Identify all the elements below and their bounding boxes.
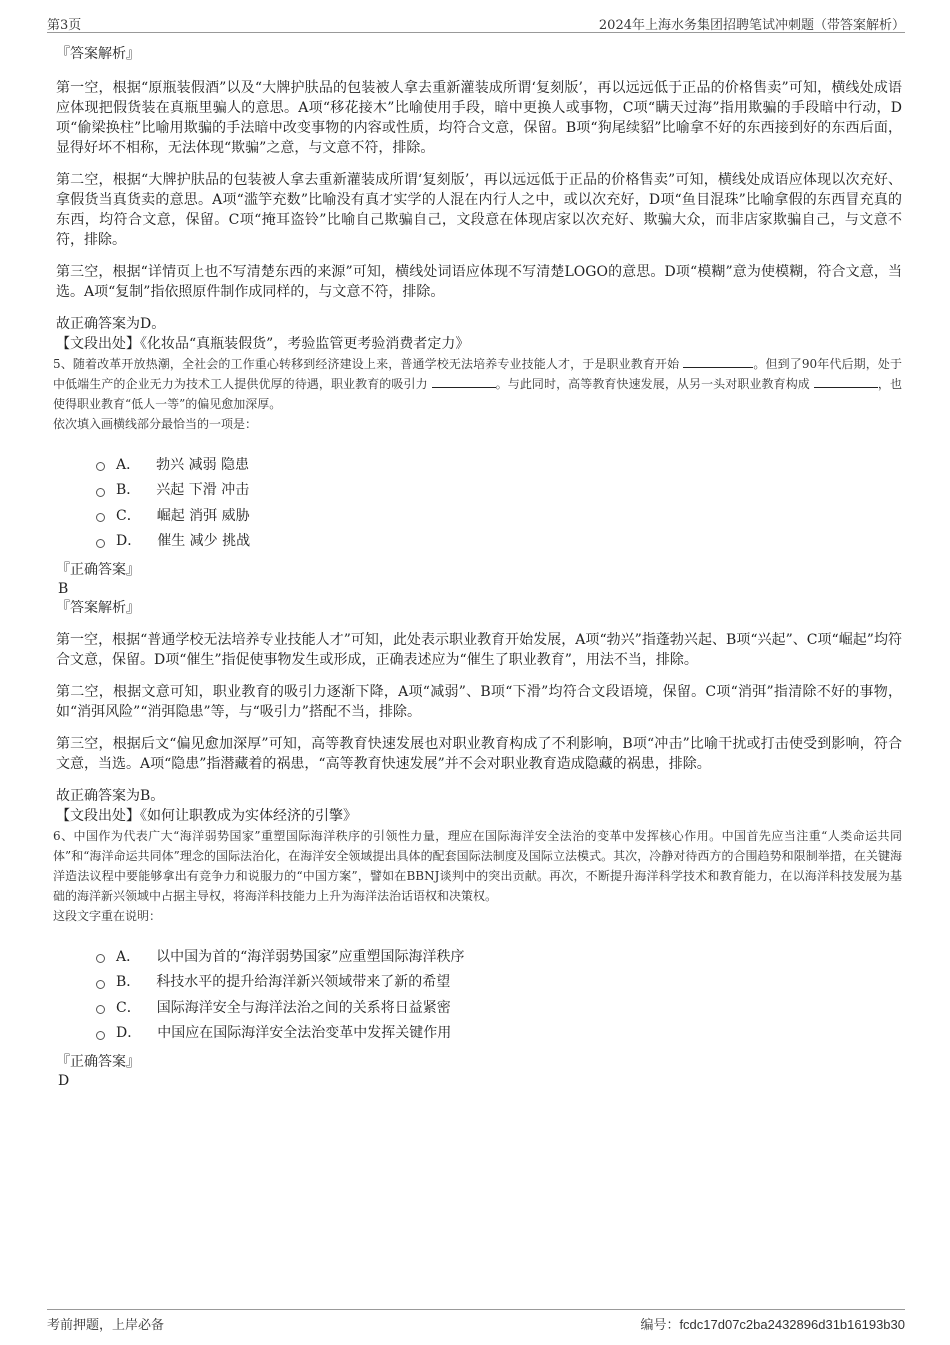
q6-text: 6、中国作为代表广大“海洋弱势国家”重塑国际海洋秩序的引领性力量，理应在国际海洋安全法治的变革中发挥核心作用。中国首先应当注重“人类命运共同体”和“海洋命运共同体”理念的国际法治化，在海洋安全领域提出具体的配套国际法制度及国际立法模式。其次，冷静对待西方的合围趋势和限制举措，在关键海洋造法议程中要能够拿出有竞争力和说服力的“中国方案”，譬如在BBNJ谈判中的突出贡献。再次，不断提升海洋科学技术和教育能力，在以海洋科技发展为基础的海洋新兴领域中占据主导权，将海洋科技能力上升为海洋法治话语权和决策权。	[53, 829, 902, 903]
blank-2	[432, 375, 496, 388]
q5-analysis-label: 『答案解析』	[56, 600, 140, 616]
q5-conclusion: 故正确答案为B。	[56, 788, 165, 804]
q5-option-d[interactable]: D． 催生 减少 挑战	[96, 529, 902, 555]
radio-icon[interactable]	[96, 1031, 105, 1040]
q6-prompt: 这段文字重在说明：	[53, 909, 162, 923]
q6-option-c[interactable]: C． 国际海洋安全与海洋法治之间的关系将日益紧密	[96, 995, 902, 1021]
blank-1	[683, 355, 753, 368]
radio-icon[interactable]	[96, 462, 105, 471]
q5-option-c[interactable]: C． 崛起 消弭 威胁	[96, 503, 902, 529]
q4-analysis-p2: 第二空，根据“大牌护肤品的包装被人拿去重新灌装成所谓‘复刻版’，再以远远低于正品的价格售卖”可知，横线处成语应体现以次充好、拿假货当真货卖的意思。A项“滥竽充数”比喻没有真才实学的人混在内行人之中，或以次充好，D项“鱼目混珠”比喻拿假的东西冒充真的东西，均符合文意，保留。C项“掩耳盗铃”比喻自己欺骗自己，文段意在体现店家以次充好、欺骗大众，而非店家欺骗自己，与文意不符，排除。	[56, 172, 902, 248]
q5-correct-label: 『正确答案』	[56, 562, 140, 578]
q5-option-a[interactable]: A． 勃兴 减弱 隐患	[96, 452, 902, 478]
q5-analysis-p2: 第二空，根据文意可知，职业教育的吸引力逐渐下降，A项“减弱”、B项“下滑”均符合文段语境，保留。C项“消弭”指清除不好的事物，如“消弭风险”“消弭隐患”等，与“吸引力”搭配不当，排除。	[56, 684, 902, 720]
radio-icon[interactable]	[96, 539, 105, 548]
q5-analysis-p1: 第一空，根据“普通学校无法培养专业技能人才”可知，此处表示职业教育开始发展，A项“勃兴”指蓬勃兴起、B项“兴起”、C项“崛起”均符合文意，保留。D项“催生”指促使事物发生或形成，正确表述应为“催生了职业教育”，用法不当，排除。	[56, 632, 902, 668]
q4-analysis-label: 『答案解析』	[56, 46, 140, 62]
q5-analysis-p3: 第三空，根据后文“偏见愈加深厚”可知，高等教育快速发展也对职业教育构成了不利影响，B项“冲击”比喻干扰或打击使受到影响，符合文意，当选。A项“隐患”指潜藏着的祸患，“高等教育快速发展”并不会对职业教育造成隐藏的祸患，排除。	[56, 736, 902, 772]
radio-icon[interactable]	[96, 980, 105, 989]
q6-correct-answer: D	[58, 1073, 70, 1089]
q6-correct-label: 『正确答案』	[56, 1054, 140, 1070]
document-id: 编号：fcdc17d07c2ba2432896d31b16193b30	[640, 1317, 905, 1332]
page-content	[53, 44, 902, 1090]
q4-conclusion: 故正确答案为D。	[56, 316, 166, 332]
page-number: 第3页	[47, 18, 82, 33]
q5-prompt: 依次填入画横线部分最恰当的一项是：	[53, 417, 258, 431]
q5-text: 5、随着改革开放热潮，全社会的工作重心转移到经济建设上来，普通学校无法培养专业技能人才，于是职业教育开始 。但到了90年代后期，处于中低端生产的企业无力为技术工人提供优厚的待遇，职业教育的吸引力 。与此同时，高等教育快速发展，从另一头对职业教育构成 ，也使得职业教育“低人一等”的偏见愈加深厚。	[53, 357, 902, 411]
footer-slogan: 考前押题，上岸必备	[47, 1318, 165, 1333]
page-header	[47, 10, 905, 33]
q4-analysis-p1: 第一空，根据“原瓶装假酒”以及“大牌护肤品的包装被人拿去重新灌装成所谓‘复刻版’，再以远远低于正品的价格售卖”可知，横线处成语应体现把假货装在真瓶里骗人的意思。A项“移花接木”比喻使用手段，暗中更换人或事物，C项“瞒天过海”指用欺骗的手段暗中行动，D项“偷梁换柱”比喻用欺骗的手法暗中改变事物的内容或性质，均符合文意，保留。B项“狗尾续貂”比喻拿不好的东西接到好的东西后面，显得好坏不相称，无法体现“欺骗”之意，与文意不符，排除。	[56, 80, 902, 156]
page-footer	[47, 1309, 905, 1332]
q5-source: 【文段出处】《如何让职教成为实体经济的引擎》	[56, 808, 357, 824]
q4-analysis-p3: 第三空，根据“详情页上也不写清楚东西的来源”可知，横线处词语应体现不写清楚LOGO的意思。D项“模糊”意为使模糊，符合文意，当选。A项“复制”指依照原件制作成同样的，与文意不符，排除。	[56, 264, 902, 300]
radio-icon[interactable]	[96, 488, 105, 497]
q6-option-d[interactable]: D． 中国应在国际海洋安全法治变革中发挥关键作用	[96, 1021, 902, 1047]
q5-options	[96, 452, 902, 554]
q6-option-a[interactable]: A． 以中国为首的“海洋弱势国家”应重塑国际海洋秩序	[96, 944, 902, 970]
q6-options	[96, 944, 902, 1046]
radio-icon[interactable]	[96, 513, 105, 522]
q5-option-b[interactable]: B． 兴起 下滑 冲击	[96, 478, 902, 504]
q5-correct-answer: B	[58, 581, 69, 597]
radio-icon[interactable]	[96, 1005, 105, 1014]
blank-3	[814, 375, 878, 388]
radio-icon[interactable]	[96, 954, 105, 963]
q4-source: 【文段出处】《化妆品“真瓶装假货”，考验监管更考验消费者定力》	[56, 336, 470, 352]
document-title: 2024年上海水务集团招聘笔试冲刺题（带答案解析）	[598, 18, 905, 33]
q6-option-b[interactable]: B． 科技水平的提升给海洋新兴领域带来了新的希望	[96, 970, 902, 996]
